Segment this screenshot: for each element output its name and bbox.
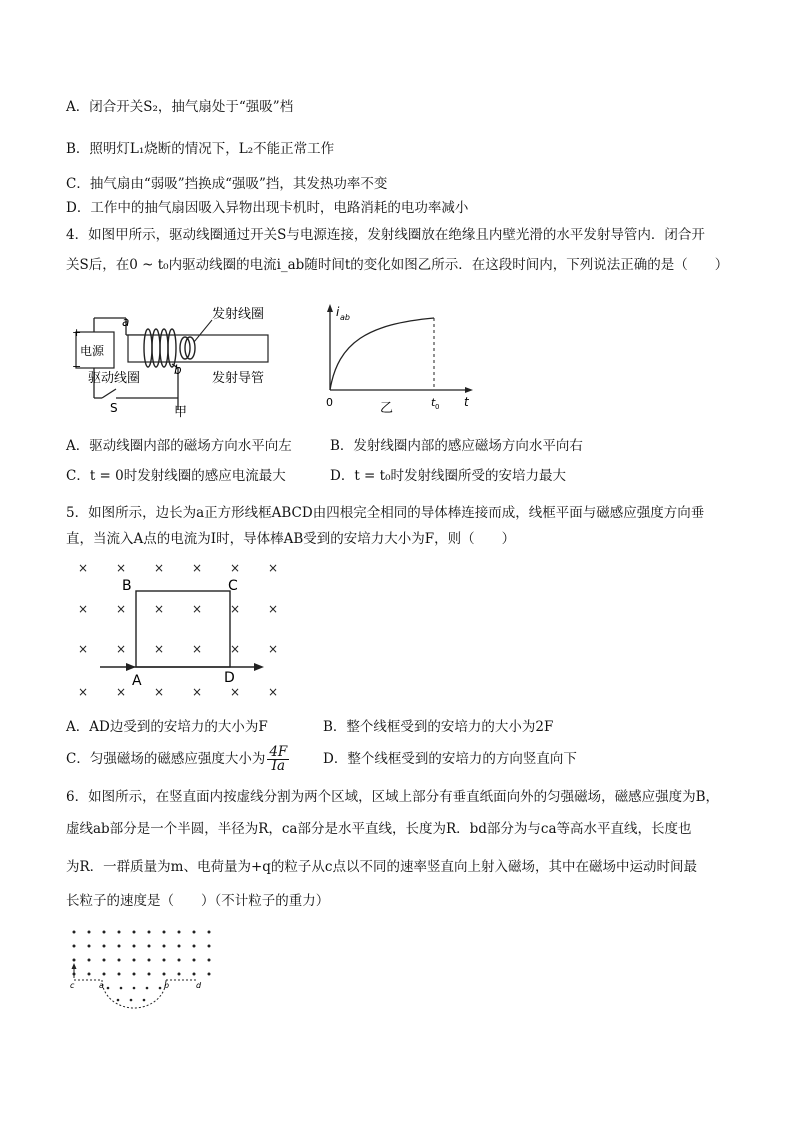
point-a-label: a — [99, 981, 104, 990]
svg-text:×: × — [116, 602, 127, 616]
svg-text:×: × — [268, 561, 279, 575]
svg-text:×: × — [268, 685, 279, 699]
q4-figure-jia — [66, 298, 284, 420]
svg-text:×: × — [154, 561, 165, 575]
svg-text:×: × — [192, 685, 203, 699]
point-c-label: c — [70, 981, 75, 990]
q5-option-c: C．匀强磁场的磁感应强度大小为 $\frac{4F}{Ia}$ — [66, 744, 288, 774]
launch-coil-label: 发射线圈 — [212, 307, 265, 322]
svg-text:×: × — [154, 642, 165, 656]
q5-option-a: A．AD边受到的安培力的大小为F — [66, 719, 268, 735]
svg-text:×: × — [78, 602, 89, 616]
svg-text:×: × — [230, 561, 241, 575]
q4-stem-line2: 关S后，在0 ~ t₀内驱动线圈的电流i_ab随时间t的变化如图乙所示．在这段时间内，下列说法正确的是（ ） — [66, 257, 729, 273]
svg-text:×: × — [78, 642, 89, 656]
svg-text:×: × — [192, 602, 203, 616]
origin-label: 0 — [326, 396, 333, 409]
svg-text:×: × — [192, 561, 203, 575]
q5-figure — [66, 560, 292, 702]
launch-tube-label: 发射导管 — [212, 371, 265, 386]
fraction-4f-over-ia: $\frac{4F}{Ia}$ — [269, 744, 288, 774]
svg-text:×: × — [268, 642, 279, 656]
vertex-b-label: B — [122, 578, 132, 594]
semicircle-boundary — [102, 980, 166, 1008]
q5-option-b: B．整个线框受到的安培力的大小为2F — [323, 719, 554, 735]
q4-option-c: C．t = 0时发射线圈的感应电流最大 — [66, 468, 286, 484]
power-supply-label: 电源 — [80, 344, 105, 358]
vertex-c-label: C — [228, 578, 238, 594]
svg-text:×: × — [230, 642, 241, 656]
q6-figure — [66, 924, 226, 1014]
q3-option-d: D．工作中的抽气扇因吸入异物出现卡机时，电路消耗的电功率减小 — [66, 200, 469, 216]
vertex-d-label: D — [224, 670, 235, 686]
magnetic-field-crosses — [78, 561, 278, 699]
q6-line2: 虚线ab部分是一个半圆，半径为R，ca部分是水平直线，长度为R．bd部分为与ca等高水平直线，长度也 — [66, 821, 692, 837]
vertex-a-label: A — [132, 673, 142, 689]
q5-stem-line2: 直，当流入A点的电流为I时，导体棒AB受到的安培力大小为F，则（ ） — [66, 531, 516, 547]
magnetic-field-dots — [73, 931, 211, 1002]
y-axis-label: i — [336, 305, 340, 319]
drive-coil-label: 驱动线圈 — [88, 371, 141, 386]
t0-label: t — [431, 396, 436, 409]
q3-option-b: B．照明灯L₁烧断的情况下，L₂不能正常工作 — [66, 141, 335, 157]
svg-text:×: × — [78, 685, 89, 699]
q3-option-a: A．闭合开关S₂，抽气扇处于“强吸”档 — [66, 99, 294, 115]
figure-jia-caption: 甲 — [174, 405, 188, 420]
q6-line1: 6．如图所示，在竖直面内按虚线分割为两个区域，区域上部分有垂直纸面向外的匀强磁场，磁感应强度为B， — [66, 789, 720, 805]
q3-option-c: C．抽气扇由“弱吸”挡换成“强吸”挡，其发热功率不变 — [66, 176, 388, 192]
svg-text:×: × — [116, 561, 127, 575]
y-axis-subscript: ab — [340, 313, 350, 322]
svg-text:×: × — [154, 685, 165, 699]
square-frame — [136, 591, 230, 667]
svg-text:×: × — [230, 602, 241, 616]
svg-text:×: × — [78, 561, 89, 575]
q4-stem-line1: 4．如图甲所示，驱动线圈通过开关S与电源连接，发射线圈放在绝缘且内壁光滑的水平发射导管内．闭合开 — [66, 227, 705, 243]
figure-yi-caption: 乙 — [380, 401, 394, 416]
t0-subscript: 0 — [435, 403, 440, 411]
point-b-label: b — [174, 363, 182, 377]
x-axis-label: t — [464, 395, 469, 409]
current-curve — [330, 318, 434, 390]
svg-text:×: × — [116, 642, 127, 656]
q5-stem-line1: 5．如图所示，边长为a正方形线框ABCD由四根完全相同的导体棒连接而成，线框平面与磁感应强度方向垂 — [66, 505, 705, 521]
svg-text:×: × — [116, 685, 127, 699]
svg-text:×: × — [268, 602, 279, 616]
svg-text:×: × — [154, 602, 165, 616]
q6-line4: 长粒子的速度是（ ）（不计粒子的重力） — [66, 893, 330, 909]
q4-option-b: B．发射线圈内部的感应磁场方向水平向右 — [330, 438, 583, 454]
q4-figure-yi — [318, 302, 486, 416]
svg-text:×: × — [192, 642, 203, 656]
svg-text:×: × — [230, 685, 241, 699]
point-b-label: b — [164, 981, 170, 990]
q5-option-d: D．整个线框受到的安培力的方向竖直向下 — [323, 751, 577, 767]
minus-sign: − — [72, 360, 82, 373]
q4-option-a: A．驱动线圈内部的磁场方向水平向左 — [66, 438, 292, 454]
point-d-label: d — [196, 981, 202, 990]
q6-line3: 为R．一群质量为m、电荷量为+q的粒子从c点以不同的速率竖直向上射入磁场，其中在磁场中运动时间最 — [66, 859, 697, 875]
plus-sign: + — [72, 326, 82, 339]
point-a-label: a — [122, 315, 130, 329]
switch-s-label: S — [110, 401, 118, 415]
q4-option-d: D．t = t₀时发射线圈所受的安培力最大 — [330, 468, 566, 484]
